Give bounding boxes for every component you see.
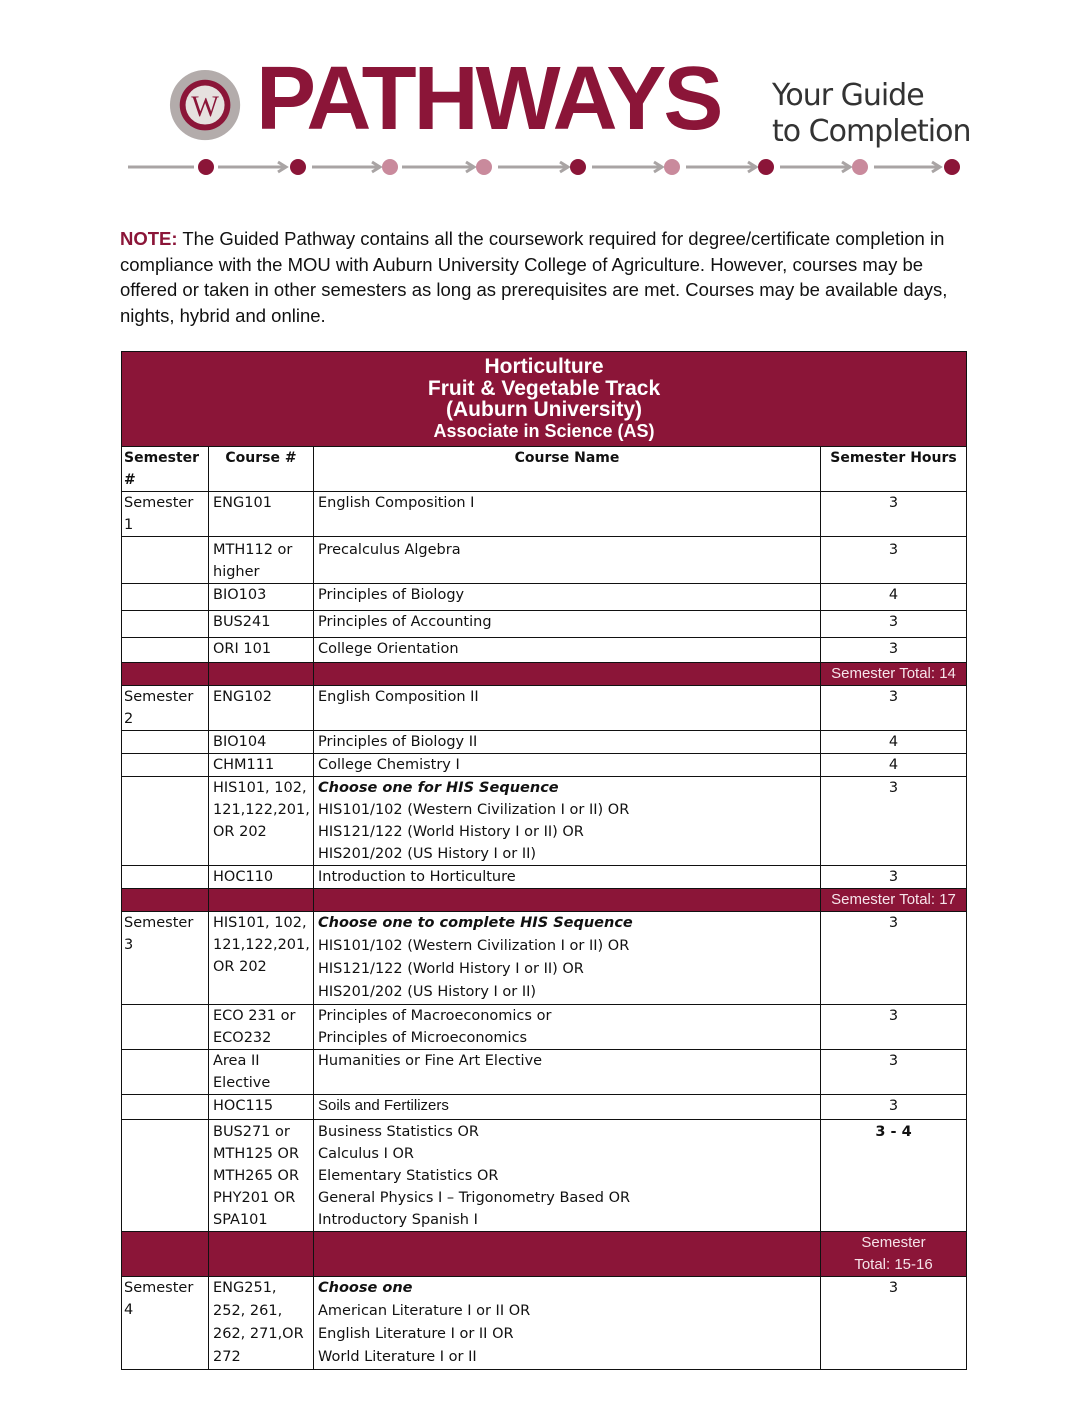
table-row	[122, 777, 967, 866]
course-name-cell: Humanities or Fine Art Elective	[314, 1050, 821, 1095]
table-row	[122, 686, 967, 731]
course-name-cell: Principles of Accounting	[314, 611, 821, 638]
pathway-table	[121, 351, 967, 1370]
table-row	[122, 1095, 967, 1120]
option-line: HIS121/122 (World History I or II) OR	[318, 824, 584, 840]
note-label: NOTE:	[120, 228, 178, 249]
semester-cell	[122, 611, 209, 638]
option-line: Elementary Statistics OR	[318, 1168, 499, 1184]
semester-cell	[122, 1005, 209, 1050]
semester-cell: Semester 3	[122, 912, 209, 1005]
course-cell: BUS241	[209, 611, 314, 638]
choose-instruction: Choose one to complete HIS Sequence	[318, 915, 633, 931]
table-header-row	[122, 447, 967, 492]
hours-cell: 3	[821, 1277, 967, 1370]
tagline-line-1: Your Guide	[772, 78, 924, 113]
semester-total-row	[122, 889, 967, 912]
course-cell: ORI 101	[209, 638, 314, 663]
table-row	[122, 611, 967, 638]
option-line: HIS101/102 (Western Civilization I or II) OR	[318, 802, 630, 818]
option-line: English Literature I or II OR	[318, 1326, 514, 1342]
option-line: Principles of Microeconomics	[318, 1030, 528, 1046]
tagline	[772, 78, 970, 150]
hours-cell: 3	[821, 1095, 967, 1120]
table-row	[122, 584, 967, 611]
hours-cell: 3	[821, 638, 967, 663]
semester-total-row	[122, 663, 967, 686]
course-name-cell: College Chemistry I	[314, 754, 821, 777]
semester-cell	[122, 731, 209, 754]
hours-cell: 3	[821, 866, 967, 889]
semester-cell	[122, 1095, 209, 1120]
col-header-course: Course #	[209, 447, 314, 492]
table-row	[122, 638, 967, 663]
course-cell: HIS101, 102, 121,122,201, OR 202	[209, 777, 314, 866]
semester-cell	[122, 1050, 209, 1095]
course-name-cell: College Orientation	[314, 638, 821, 663]
semester-cell: Semester 1	[122, 492, 209, 537]
table-row	[122, 1005, 967, 1050]
course-cell: MTH112 or higher	[209, 537, 314, 584]
program-degree: Associate in Science (AS)	[433, 421, 655, 441]
semester-cell: Semester 4	[122, 1277, 209, 1370]
hours-cell: 3 - 4	[821, 1120, 967, 1232]
table-row	[122, 866, 967, 889]
hours-cell: 4	[821, 754, 967, 777]
pin-letter: W	[191, 90, 219, 123]
tagline-line-2: to Completion	[772, 114, 971, 149]
option-line: Business Statistics OR	[318, 1124, 479, 1140]
option-line: General Physics I – Trigonometry Based OR	[318, 1190, 631, 1206]
choose-instruction: Choose one for HIS Sequence	[318, 780, 559, 796]
course-name-cell: English Composition I	[314, 492, 821, 537]
note-text: The Guided Pathway contains all the coursework required for degree/certificate completion in compliance with the MOU with Auburn University College of Agriculture. However, courses may be offered or taken in other semesters as long as prerequisites are met. Courses may be available days, nights, hybrid and online.	[120, 228, 948, 326]
course-cell: BUS271 or MTH125 OR MTH265 OR PHY201 OR SPA101	[209, 1120, 314, 1232]
semester-total-row	[122, 1232, 967, 1277]
table-row	[122, 912, 967, 1005]
hours-cell: 4	[821, 584, 967, 611]
program-track: Fruit & Vegetable Track	[427, 377, 661, 400]
table-row	[122, 1277, 967, 1370]
course-name-cell: English Composition II	[314, 686, 821, 731]
course-cell: ENG102	[209, 686, 314, 731]
table-row	[122, 731, 967, 754]
semester-total: Semester Total: 15-16	[821, 1232, 967, 1277]
option-line: HIS121/122 (World History I or II) OR	[318, 961, 584, 977]
option-line: Principles of Macroeconomics or	[318, 1008, 552, 1024]
course-name-cell: Precalculus Algebra	[314, 537, 821, 584]
semester-cell	[122, 866, 209, 889]
option-line: Introductory Spanish I	[318, 1212, 478, 1228]
table-row	[122, 492, 967, 537]
hours-cell: 3	[821, 912, 967, 1005]
course-name-cell: Soils and Fertilizers	[314, 1095, 821, 1120]
course-name-cell	[314, 912, 821, 1005]
pathways-logo	[126, 49, 971, 190]
hours-cell: 3	[821, 1050, 967, 1095]
semester-cell	[122, 584, 209, 611]
course-cell: ECO 231 or ECO232	[209, 1005, 314, 1050]
program-university: (Auburn University)	[446, 398, 643, 421]
table-row	[122, 754, 967, 777]
option-line: HIS101/102 (Western Civilization I or II) OR	[318, 938, 630, 954]
course-name-cell: Principles of Biology II	[314, 731, 821, 754]
semester-total: Semester Total: 17	[821, 889, 967, 912]
course-name-cell	[314, 1005, 821, 1050]
col-header-name: Course Name	[314, 447, 821, 492]
program-title-cell	[122, 352, 967, 447]
course-cell: HOC115	[209, 1095, 314, 1120]
choose-instruction: Choose one	[318, 1280, 413, 1296]
semester-cell	[122, 537, 209, 584]
table-row	[122, 1050, 967, 1095]
course-cell: BIO103	[209, 584, 314, 611]
option-line: American Literature I or II OR	[318, 1303, 531, 1319]
course-cell: CHM111	[209, 754, 314, 777]
course-name-cell	[314, 777, 821, 866]
course-name-cell	[314, 1277, 821, 1370]
hours-cell: 3	[821, 1005, 967, 1050]
semester-cell: Semester 2	[122, 686, 209, 731]
hours-cell: 3	[821, 686, 967, 731]
course-name-cell: Introduction to Horticulture	[314, 866, 821, 889]
semester-cell	[122, 638, 209, 663]
option-line: HIS201/202 (US History I or II)	[318, 846, 537, 862]
semester-cell	[122, 777, 209, 866]
option-line: HIS201/202 (US History I or II)	[318, 984, 537, 1000]
semester-cell	[122, 1120, 209, 1232]
course-name-cell	[314, 1120, 821, 1232]
semester-total: Semester Total: 14	[821, 663, 967, 686]
semester-cell	[122, 754, 209, 777]
col-header-semester: Semester #	[122, 447, 209, 492]
hours-cell: 3	[821, 777, 967, 866]
brand-title: PATHWAYS	[256, 49, 721, 149]
program-title: Horticulture	[484, 355, 604, 378]
course-cell: BIO104	[209, 731, 314, 754]
course-cell: HOC110	[209, 866, 314, 889]
note-paragraph	[120, 226, 980, 328]
location-pin-icon	[168, 68, 246, 146]
table-row	[122, 1120, 967, 1232]
hours-cell: 3	[821, 537, 967, 584]
hours-cell: 3	[821, 611, 967, 638]
course-cell: ENG101	[209, 492, 314, 537]
option-line: Calculus I OR	[318, 1146, 414, 1162]
course-cell: ENG251, 252, 261, 262, 271,OR 272	[209, 1277, 314, 1370]
hours-cell: 4	[821, 731, 967, 754]
option-line: World Literature I or II	[318, 1349, 477, 1365]
hours-cell: 3	[821, 492, 967, 537]
col-header-hours: Semester Hours	[821, 447, 967, 492]
table-row	[122, 537, 967, 584]
course-cell: HIS101, 102, 121,122,201, OR 202	[209, 912, 314, 1005]
course-cell: Area II Elective	[209, 1050, 314, 1095]
course-name-cell: Principles of Biology	[314, 584, 821, 611]
pathway-arrows-graphic	[126, 152, 966, 182]
table-title-row	[122, 352, 967, 447]
